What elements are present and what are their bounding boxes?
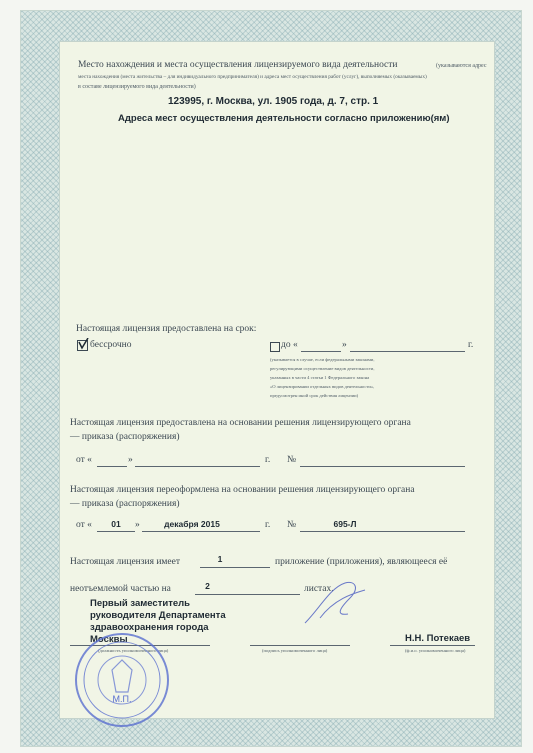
term-unlimited: бессрочно [90, 340, 132, 350]
location-note-1: (указываются адрес [436, 63, 487, 69]
term-year-suffix: г. [468, 340, 474, 350]
caption-name: (ф.и.о. уполномоченного лица) [405, 648, 466, 653]
basis-quote-close: » [128, 455, 133, 465]
handwritten-signature [300, 578, 370, 628]
reissue-date-line [142, 531, 260, 532]
annex-line2-before: неотъемлемой частью на [70, 584, 171, 594]
term-until: до « [281, 340, 298, 350]
annex-sheets: 2 [205, 581, 210, 591]
basis-year: г. [265, 455, 271, 465]
annex-addresses-note: Адреса мест осуществления деятельности согласно приложению(ям) [118, 113, 450, 124]
term-small-note [270, 355, 375, 400]
basis-day-blank [97, 466, 127, 467]
term-note-line: указанных в части 4 статьи 1 Федерального закона [270, 375, 370, 380]
reissue-text-1: Настоящая лицензия переоформлена на основании решения лицензирующего органа [70, 485, 415, 495]
basis-text-2: — приказа (распоряжения) [70, 432, 180, 442]
annex-text-before: Настоящая лицензия имеет [70, 557, 181, 567]
term-quote-close: » [342, 340, 347, 350]
annex-line2-after: листах. [304, 584, 334, 594]
basis-from: от « [76, 455, 92, 465]
position-line: здравоохранения города [90, 622, 209, 633]
reissue-day-line [97, 531, 135, 532]
term-note-line: (указывается в случае, если федеральными законами, [270, 357, 375, 362]
position-line: Первый заместитель [90, 598, 191, 609]
term-date-blank [350, 351, 465, 352]
position-line: Москвы [90, 634, 128, 645]
stamp-label: М.П. [112, 694, 132, 704]
reissue-number: 695-Л [333, 519, 357, 529]
annex-text-after: приложение (приложения), являющееся её [275, 557, 448, 567]
term-label: Настоящая лицензия предоставлена на срок: [76, 324, 257, 334]
check-mark-icon [78, 338, 89, 350]
basis-text-1: Настоящая лицензия предоставлена на основании решения лицензирующего органа [70, 418, 411, 428]
reissue-day: 01 [111, 519, 121, 529]
caption-signature: (подпись уполномоченного лица) [262, 648, 328, 653]
annex-count-line [200, 567, 270, 568]
position-line: руководителя Департамента [90, 610, 226, 621]
signatory-name: Н.Н. Потекаев [405, 633, 471, 644]
reissue-year: г. [265, 520, 271, 530]
reissue-number-sign: № [287, 520, 297, 530]
annex-count: 1 [217, 554, 223, 564]
term-note-line: «О лицензировании отдельных видов деятельности», [270, 384, 375, 389]
reissue-text-2: — приказа (распоряжения) [70, 499, 180, 509]
caption-position: (должность уполномоченного лица) [98, 648, 169, 653]
term-note-line: регулирующими осуществление видов деятельности, [270, 366, 375, 371]
address: 123995, г. Москва, ул. 1905 года, д. 7, стр. 1 [168, 96, 379, 107]
name-line-rule [390, 645, 475, 646]
until-checkbox [270, 342, 280, 352]
term-note-line: предусмотрен иной срок действия лицензии) [270, 393, 359, 398]
location-note-2: места нахождения (места жительства – для индивидуального предпринимателя) и адреса мест осуществления работ (услуг), выполняемых (оказываемых) [78, 74, 427, 80]
basis-date-blank [135, 466, 260, 467]
basis-number-sign: № [287, 455, 297, 465]
term-day-blank [301, 351, 341, 352]
signature-line-rule [250, 645, 350, 646]
location-title: Место нахождения и места осуществления лицензируемого вида деятельности [78, 60, 398, 70]
reissue-from: от « [76, 520, 92, 530]
unlimited-checkbox [77, 340, 88, 351]
annex-sheets-line [195, 594, 300, 595]
official-seal [72, 630, 172, 730]
basis-number-blank [300, 466, 465, 467]
reissue-month-year: декабря 2015 [164, 519, 220, 529]
reissue-number-line [300, 531, 465, 532]
location-note-3: в составе лицензируемого вида деятельности) [78, 84, 196, 90]
reissue-quote-close: » [135, 520, 140, 530]
